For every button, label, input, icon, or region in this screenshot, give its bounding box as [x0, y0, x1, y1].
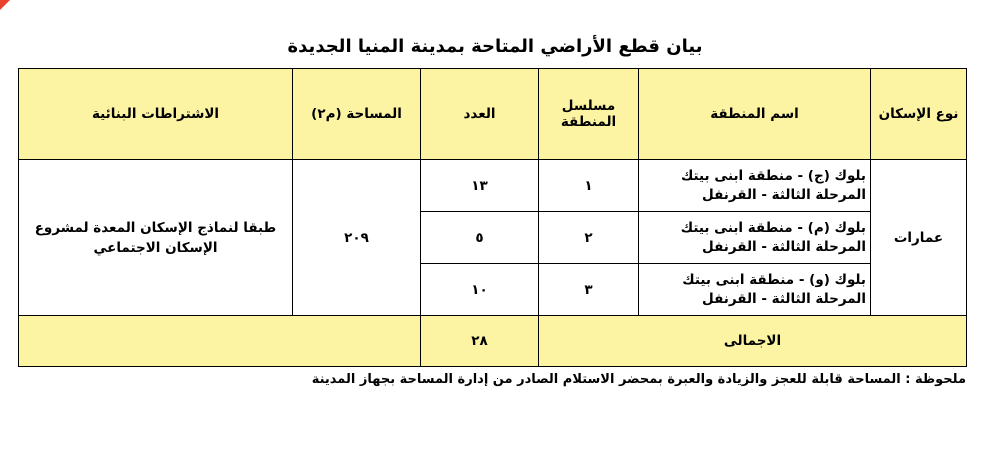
header-count: العدد: [421, 69, 539, 160]
header-row: [19, 69, 967, 160]
area-cell: ٢٠٩: [293, 160, 421, 316]
zone-serial-cell: ٣: [539, 264, 639, 316]
count-cell: ١٣: [421, 160, 539, 212]
total-row: [19, 316, 967, 367]
total-empty-cell: [19, 316, 421, 367]
header-housing-type: نوع الإسكان: [871, 69, 967, 160]
count-cell: ١٠: [421, 264, 539, 316]
total-value: ٢٨: [421, 316, 539, 367]
lands-table: [18, 68, 967, 367]
header-building-conditions: الاشتراطات البنائية: [19, 69, 293, 160]
total-label: الاجمالى: [539, 316, 967, 367]
table-row: [19, 160, 967, 212]
footnote: ملحوظة : المساحة قابلة للعجز والزيادة والعبرة بمحضر الاستلام الصادر من إدارة المساحة بجهاز المدينة: [311, 372, 966, 387]
header-area: المساحة (م٢): [293, 69, 421, 160]
conditions-cell: طبقا لنماذج الإسكان المعدة لمشروع الإسكان الاجتماعي: [19, 160, 293, 316]
housing-type-cell: عمارات: [871, 160, 967, 316]
header-zone-serial: مسلسل المنطقة: [539, 69, 639, 160]
zone-name-cell: بلوك (ج) - منطقة ابنى بيتك المرحلة الثالثة - القرنفل: [639, 160, 871, 212]
corner-mark: [0, 0, 10, 10]
header-zone-name: اسم المنطقة: [639, 69, 871, 160]
zone-name-cell: بلوك (و) - منطقة ابنى بيتك المرحلة الثالثة - القرنفل: [639, 264, 871, 316]
zone-serial-cell: ٢: [539, 212, 639, 264]
zone-serial-cell: ١: [539, 160, 639, 212]
zone-name-cell: بلوك (م) - منطقة ابنى بيتك المرحلة الثالثة - القرنفل: [639, 212, 871, 264]
count-cell: ٥: [421, 212, 539, 264]
page-title: بيان قطع الأراضي المتاحة بمدينة المنيا الجديدة: [287, 36, 703, 57]
